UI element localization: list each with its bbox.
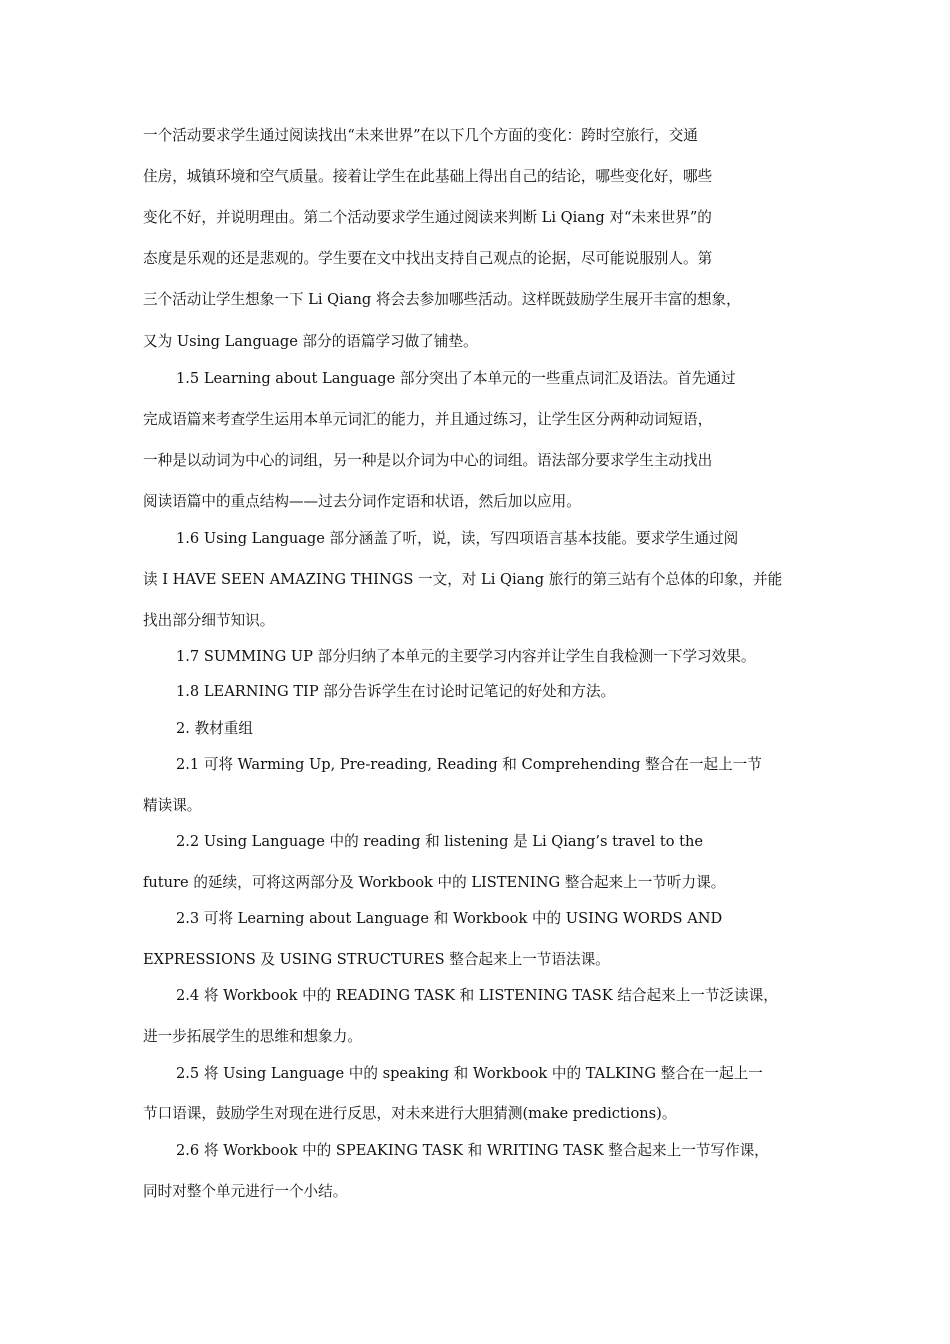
text-line: 2.6 将 Workbook 中的 SPEAKING TASK 和 WRITING TASK 整合起来上一节写作课， [176, 1142, 769, 1159]
text-line: 又为 Using Language 部分的语篇学习做了铺垫。 [143, 333, 478, 350]
text-line: 2.3 可将 Learning about Language 和 Workbook 中的 USING WORDS AND [176, 910, 723, 927]
text-line: 2.2 Using Language 中的 reading 和 listening 是 Li Qiang’s travel to the [176, 833, 704, 850]
text-line: 住房，城镇环境和空气质量。接着让学生在此基础上得出自己的结论，哪些变化好，哪些 [143, 168, 713, 185]
text-line: EXPRESSIONS 及 USING STRUCTURES 整合起来上一节语法课。 [143, 951, 610, 968]
text-line: 1.5 Learning about Language 部分突出了本单元的一些重点词汇及语法。首先通过 [176, 370, 736, 387]
text-line: 2.4 将 Workbook 中的 READING TASK 和 LISTENING TASK 结合起来上一节泛读课， [176, 987, 778, 1004]
text-line: 节口语课，鼓励学生对现在进行反思，对未来进行大胆猜测(make predictions)。 [143, 1105, 677, 1122]
text-line: 态度是乐观的还是悲观的。学生要在文中找出支持自己观点的论据，尽可能说服别人。第 [143, 250, 713, 267]
text-line: 2.5 将 Using Language 中的 speaking 和 Workbook 中的 TALKING 整合在一起上一 [176, 1065, 763, 1082]
text-line: 读 I HAVE SEEN AMAZING THINGS 一文，对 Li Qiang 旅行的第三站有个总体的印象，并能 [143, 571, 783, 588]
text-line: 精读课。 [143, 797, 202, 814]
text-line: 2.1 可将 Warming Up, Pre-reading, Reading 和 Comprehending 整合在一起上一节 [176, 756, 762, 773]
section-heading: 2. 教材重组 [176, 720, 253, 737]
text-line: 找出部分细节知识。 [143, 612, 275, 629]
text-line: 同时对整个单元进行一个小结。 [143, 1183, 348, 1200]
text-line: future 的延续，可将这两部分及 Workbook 中的 LISTENING 整合起来上一节听力课。 [143, 874, 726, 891]
text-line: 阅读语篇中的重点结构——过去分词作定语和状语，然后加以应用。 [143, 493, 581, 510]
text-line: 一个活动要求学生通过阅读找出“未来世界”在以下几个方面的变化：跨时空旅行，交通 [143, 127, 698, 144]
text-line: 完成语篇来考查学生运用本单元词汇的能力，并且通过练习，让学生区分两种动词短语， [143, 411, 713, 428]
text-line: 1.6 Using Language 部分涵盖了听，说，读，写四项语言基本技能。要求学生通过阅 [176, 530, 739, 547]
text-line: 变化不好，并说明理由。第二个活动要求学生通过阅读来判断 Li Qiang 对“未来世界”的 [143, 209, 712, 226]
text-line: 进一步拓展学生的思维和想象力。 [143, 1028, 362, 1045]
text-line: 一种是以动词为中心的词组，另一种是以介词为中心的词组。语法部分要求学生主动找出 [143, 452, 713, 469]
text-line: 三个活动让学生想象一下 Li Qiang 将会去参加哪些活动。这样既鼓励学生展开丰富的想象， [143, 291, 741, 308]
text-line: 1.7 SUMMING UP 部分归纳了本单元的主要学习内容并让学生自我检测一下学习效果。 [176, 648, 756, 665]
text-line: 1.8 LEARNING TIP 部分告诉学生在讨论时记笔记的好处和方法。 [176, 683, 616, 700]
